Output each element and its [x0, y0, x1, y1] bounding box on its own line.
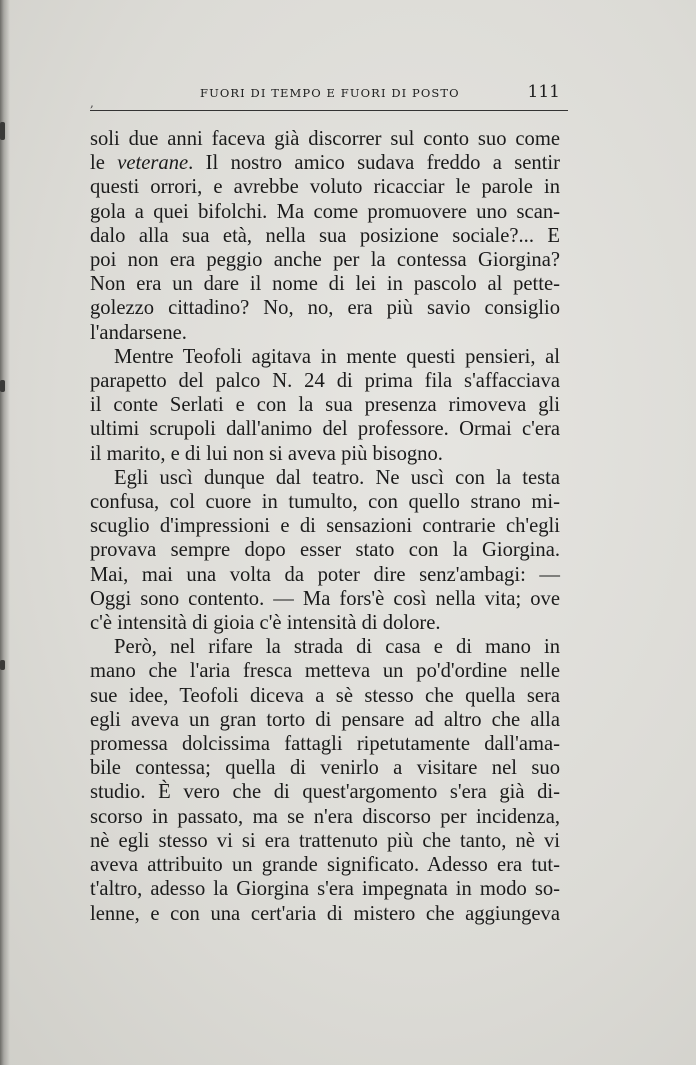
- text-line: nè egli stesso vi si era trattenuto più che tanto, nè vi: [90, 829, 560, 852]
- text-line: Egli uscì dunque dal teatro. Ne uscì con la testa: [114, 466, 560, 489]
- text-line: dalo alla sua età, nella sua posizione sociale?... E: [90, 224, 560, 247]
- text-line: poi non era peggio anche per la contessa Giorgina?: [90, 249, 560, 272]
- text-line: questi orrori, e avrebbe voluto ricacciar le parole in: [90, 176, 560, 199]
- edge-smudge: [0, 380, 5, 392]
- running-title: FUORI DI TEMPO E FUORI DI POSTO: [200, 86, 460, 100]
- text-line: il conte Serlati e con la sua presenza rimoveva gli: [90, 394, 560, 417]
- text-line: parapetto del palco N. 24 di prima fila s'affacciava: [90, 370, 560, 393]
- text-line: scorso in passato, ma se n'era discorso per incidenza,: [90, 805, 560, 828]
- text-line: aveva attribuito un grande significato. Adesso era tut-: [90, 854, 560, 877]
- text-line: l'andarsene.: [90, 321, 187, 344]
- text-line: ultimi scrupoli dall'animo del professore. Ormai c'era: [90, 418, 560, 441]
- text-line: le veterane. Il nostro amico sudava freddo a sentir: [90, 152, 560, 175]
- text-line: bile contessa; quella di venirlo a visitare nel suo: [90, 757, 560, 780]
- text-line: studio. È vero che di quest'argomento s'era già di-: [90, 781, 560, 804]
- body-text: [90, 127, 560, 926]
- text-line: c'è intensità di gioia c'è intensità di dolore.: [90, 612, 441, 635]
- edge-smudge: [0, 660, 5, 670]
- text-line: promessa dolcissima fattagli ripetutamente dall'ama-: [90, 733, 560, 756]
- text-line: confusa, col cuore in tumulto, con quello strano mi-: [90, 491, 560, 514]
- text-line: sue idee, Teofoli diceva a sè stesso che quella sera: [90, 684, 560, 707]
- text-line: Però, nel rifare la strada di casa e di mano in: [114, 636, 560, 659]
- text-line: Mai, mai una volta da poter dire senz'ambagi: —: [90, 563, 560, 586]
- text-line: golezzo cittadino? No, no, era più savio consiglio: [90, 297, 560, 320]
- text-line: scuglio d'impressioni e di sensazioni contrarie ch'egli: [90, 515, 560, 538]
- italic-word: veterane: [117, 152, 189, 175]
- text-line: mano che l'aria fresca metteva un po'd'ordine nelle: [90, 660, 560, 683]
- text-line: soli due anni faceva già discorrer sul conto suo come: [90, 128, 560, 150]
- text-line: Mentre Teofoli agitava in mente questi pensieri, al: [114, 345, 560, 368]
- text-line: egli aveva un gran torto di pensare ad altro che alla: [90, 708, 560, 731]
- text-line: gola a quei bifolchi. Ma come promuovere uno scan-: [90, 200, 560, 223]
- page-binding-edge: [0, 0, 10, 1065]
- running-head: [90, 82, 568, 111]
- text-line: Non era un dare il nome di lei in pascolo al pette-: [90, 273, 560, 296]
- text-line: Oggi sono contento. — Ma fors'è così nella vita; ove: [90, 587, 560, 610]
- text-line: t'altro, adesso la Giorgina s'era impegnata in modo so-: [90, 878, 560, 901]
- edge-smudge: [0, 122, 5, 140]
- page-number: 111: [527, 82, 560, 102]
- margin-tick: ,: [90, 96, 94, 110]
- text-line: il marito, e di lui non si aveva più bisogno.: [90, 442, 443, 465]
- text-line: provava sempre dopo esser stato con la Giorgina.: [90, 539, 560, 562]
- text-line: lenne, e con una cert'aria di mistero che aggiungeva: [90, 902, 560, 925]
